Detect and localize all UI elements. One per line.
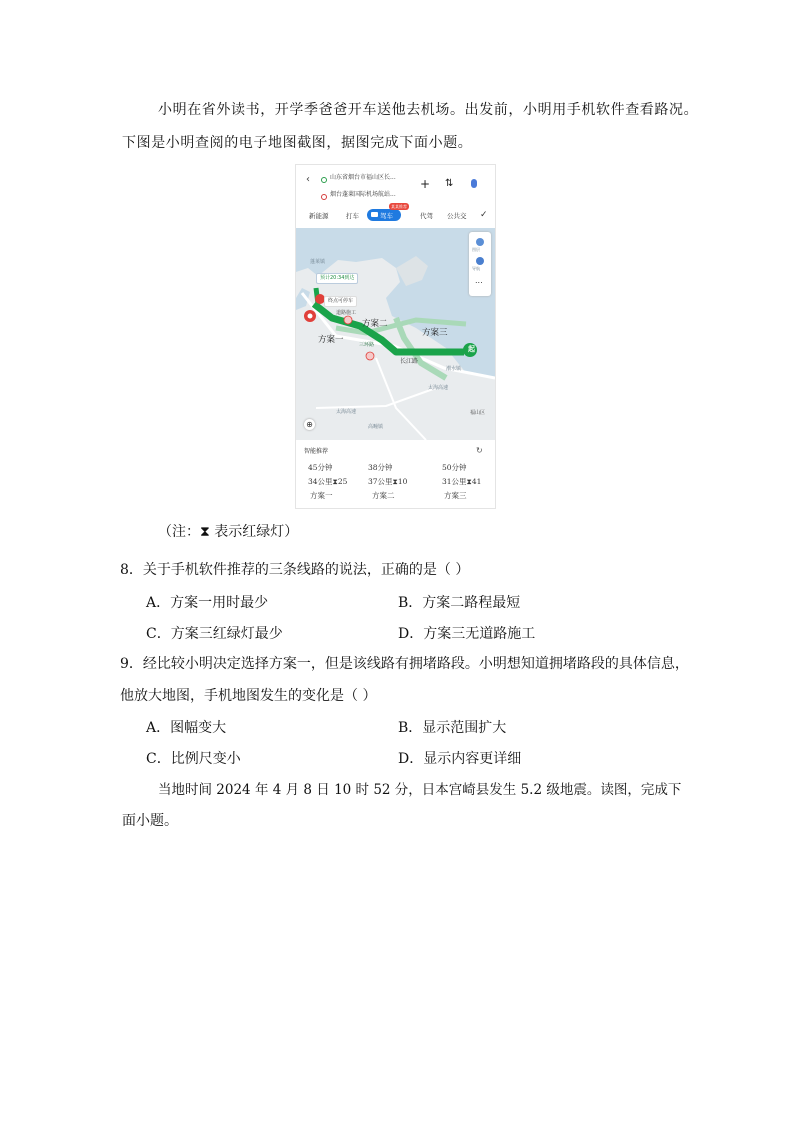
- more-icon[interactable]: ...: [475, 276, 483, 285]
- place-label-fushan: 福山区: [470, 410, 486, 416]
- q8-option-c[interactable]: C．方案三红绿灯最少: [146, 626, 283, 642]
- q8-option-d[interactable]: D．方案三无道路施工: [398, 626, 536, 642]
- route-label-plan-2: 方案二: [362, 319, 388, 329]
- layers-icon[interactable]: [476, 238, 484, 246]
- map-screenshot: [295, 164, 496, 509]
- plan-3-lights: 41: [471, 477, 482, 486]
- plan-2-stats[interactable]: [368, 476, 407, 487]
- plan-3-name[interactable]: 方案三: [444, 491, 467, 500]
- plan-3-time[interactable]: 50分钟: [442, 463, 467, 472]
- tab-drive-label: 驾车: [380, 212, 393, 220]
- intro-line-1: 小明在省外读书，开学季爸爸开车送他去机场。出发前，小明用手机软件查看路况。: [158, 102, 699, 118]
- plan-2-name[interactable]: 方案二: [372, 491, 395, 500]
- swap-icon[interactable]: ⇅: [445, 178, 454, 189]
- q9-stem-line-2: 他放大地图，手机地图发生的变化是（ ）: [120, 688, 377, 704]
- plan-1-name[interactable]: 方案一: [310, 491, 333, 500]
- destination-text[interactable]: 烟台蓬莱国际机场航站...: [330, 191, 396, 198]
- parking-label: 终点可停车: [324, 296, 357, 307]
- route-label-plan-3: 方案三: [422, 328, 448, 338]
- voice-icon[interactable]: [471, 179, 477, 188]
- tab-drive[interactable]: [367, 209, 401, 221]
- start-label: 起: [468, 345, 475, 353]
- tab-chauffeur[interactable]: 代驾: [420, 212, 433, 220]
- plan-1-stats[interactable]: [308, 476, 347, 487]
- road-label-sanhuan: 三环路: [359, 342, 375, 348]
- add-stop-icon[interactable]: +: [420, 177, 431, 191]
- traffic-light-icon: ⧗: [392, 477, 398, 486]
- incident-marker: [366, 352, 374, 360]
- q9-option-d[interactable]: D．显示内容更详细: [398, 751, 522, 767]
- plan-2-time[interactable]: 38分钟: [368, 463, 393, 472]
- construction-label: 道路施工: [336, 310, 357, 316]
- destination-dot-icon: [321, 194, 327, 200]
- smart-recommend-label[interactable]: 智能推荐: [304, 448, 329, 455]
- place-label-gaotuan: 高疃镇: [368, 424, 384, 430]
- origin-text[interactable]: 山东省烟台市福山区长...: [330, 174, 396, 181]
- q9-option-a[interactable]: A．图幅变大: [146, 720, 227, 736]
- plan-3-stats[interactable]: [442, 476, 481, 487]
- car-icon: [371, 212, 378, 217]
- drive-badge: 某某推荐: [391, 204, 407, 209]
- tab-new-energy[interactable]: 新能源: [309, 212, 329, 220]
- traffic-light-icon: ⧗: [466, 477, 472, 486]
- back-arrow-icon[interactable]: ‹: [306, 174, 310, 185]
- next-passage-line-1: 当地时间 2024 年 4 月 8 日 10 时 52 分，日本宫崎县发生 5.2 级地震。读图，完成下: [158, 782, 682, 798]
- route-label-plan-1: 方案一: [318, 335, 344, 345]
- tab-public-transit[interactable]: 公共交: [447, 212, 467, 220]
- eta-bubble: 预计20:34到达: [316, 273, 358, 284]
- map-side-controls: [469, 232, 491, 296]
- road-label-taihai-1: 太海高速: [428, 385, 449, 391]
- q8-option-a[interactable]: A．方案一用时最少: [146, 595, 269, 611]
- plan-1-lights: 25: [337, 477, 348, 486]
- plan-2-distance: 37公里: [368, 477, 393, 486]
- place-label-penglai: 蓬莱镇: [310, 259, 326, 265]
- origin-dot-icon: [321, 177, 327, 183]
- checkmark-icon[interactable]: ✓: [480, 210, 488, 220]
- layers-label: 图层: [472, 247, 480, 252]
- traffic-light-icon: ⧗: [332, 477, 338, 486]
- construction-marker: [344, 316, 352, 324]
- q9-stem-line-1: 9．经比较小明决定选择方案一，但是该线路有拥堵路段。小明想知道拥堵路段的具体信息，: [120, 656, 689, 672]
- plan-1-time[interactable]: 45分钟: [308, 463, 333, 472]
- plan-2-lights: 10: [397, 477, 408, 486]
- next-passage-line-2: 面小题。: [122, 813, 178, 829]
- refresh-icon[interactable]: ↻: [476, 446, 483, 455]
- traffic-light-note: （注：⧗ 表示红绿灯）: [158, 524, 299, 540]
- q8-option-b[interactable]: B．方案二路程最短: [398, 595, 521, 611]
- tab-taxi[interactable]: 打车: [346, 212, 359, 220]
- place-label-chaoshui: 潮水镇: [446, 366, 462, 372]
- q9-option-c[interactable]: C．比例尺变小: [146, 751, 241, 767]
- q9-option-b[interactable]: B．显示范围扩大: [398, 720, 507, 736]
- locate-icon[interactable]: ⊕: [304, 419, 315, 430]
- q8-stem: 8．关于手机软件推荐的三条线路的说法，正确的是（ ）: [120, 562, 470, 578]
- plan-3-distance: 31公里: [442, 477, 467, 486]
- plan-1-distance: 34公里: [308, 477, 333, 486]
- navigation-label: 导航: [472, 266, 480, 271]
- intro-line-2: 下图是小明查阅的电子地图截图，据图完成下面小题。: [122, 135, 473, 151]
- road-label-changjiang: 长江路: [400, 358, 419, 365]
- road-label-taihai-2: 太海高速: [336, 409, 357, 415]
- navigation-icon[interactable]: [476, 257, 484, 265]
